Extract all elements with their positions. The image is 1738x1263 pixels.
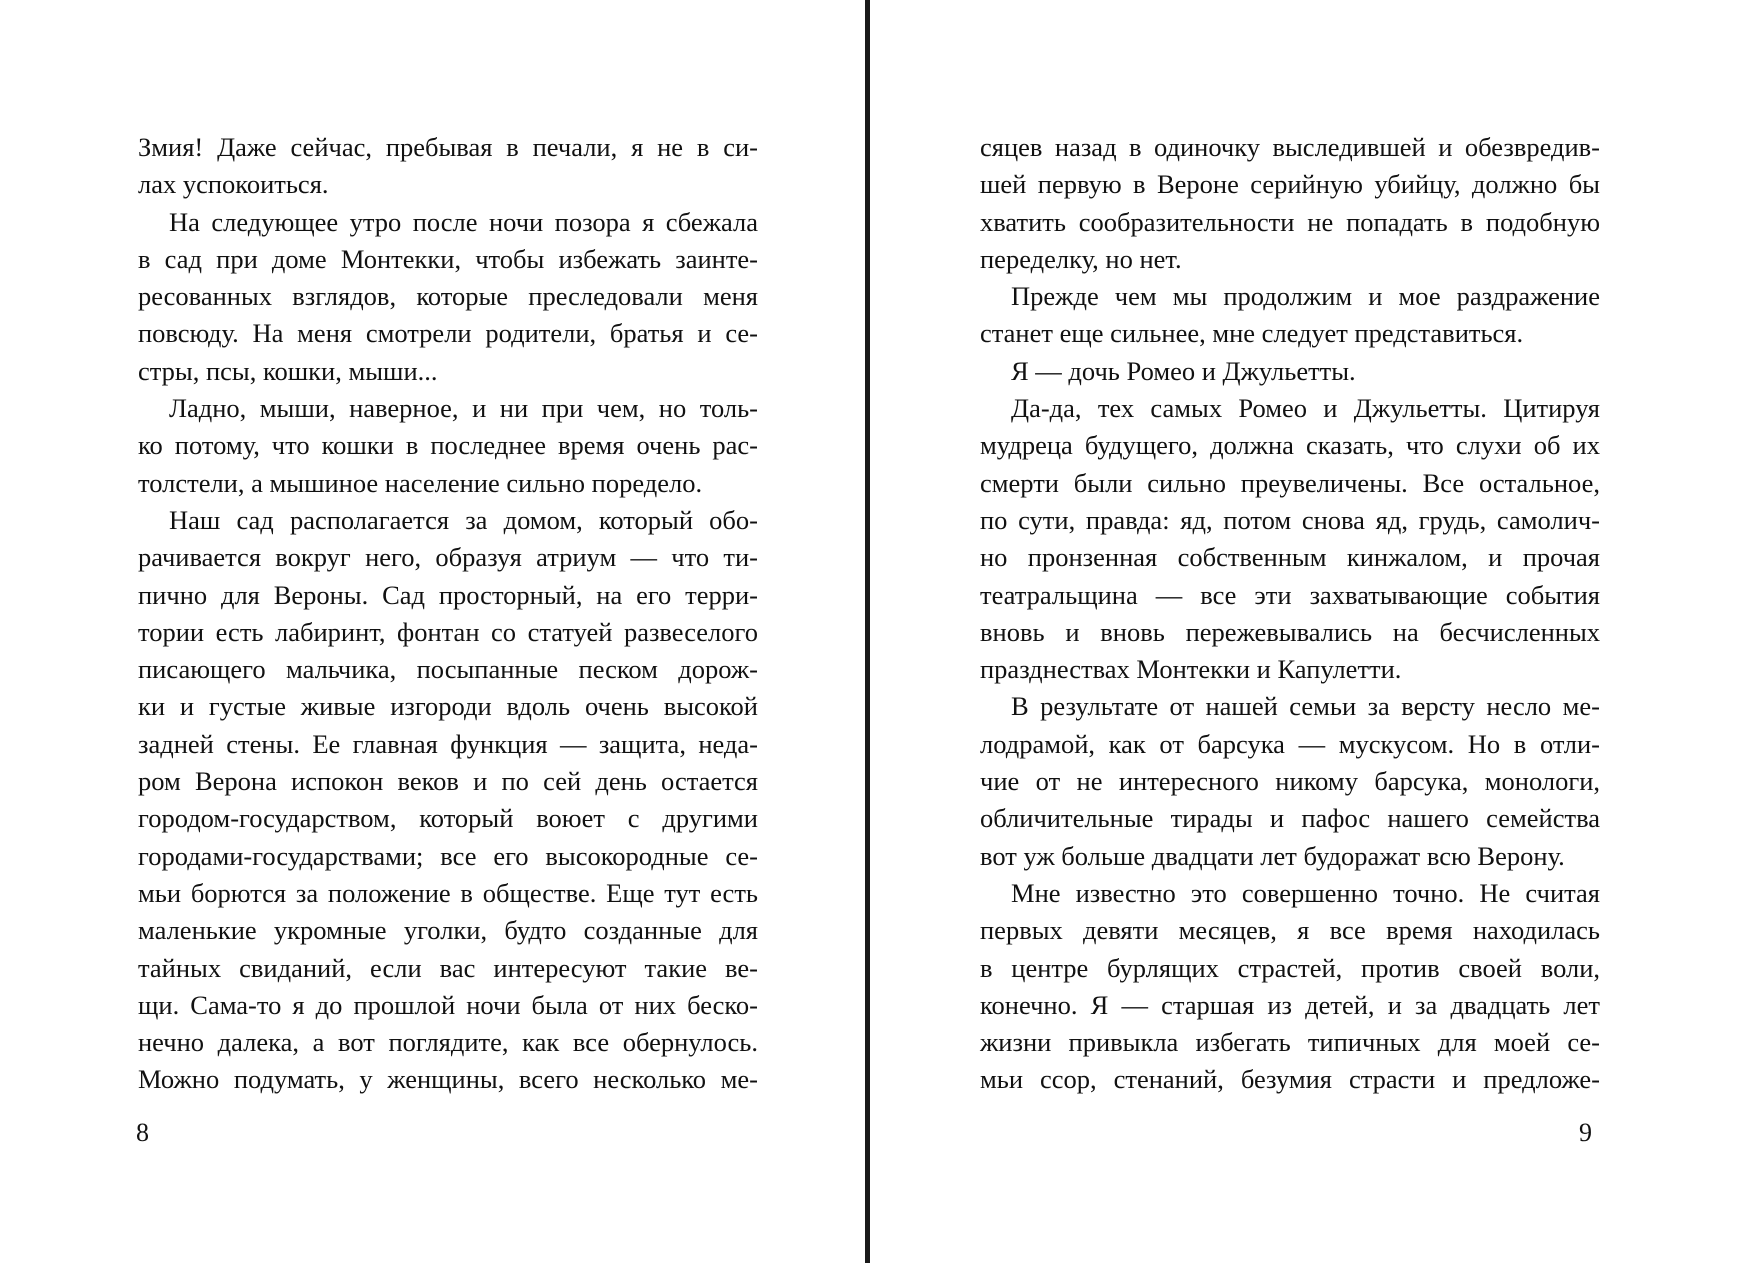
text-line: рачивается вокруг него, образуя атриум — что ти-	[138, 542, 758, 573]
right-page-text	[980, 129, 1600, 1099]
text-line: театральщина — все эти захватывающие события	[980, 579, 1600, 610]
text-line: в сад при доме Монтекки, чтобы избежать заинте-	[138, 243, 758, 274]
right-page-number: 9	[1579, 1118, 1592, 1147]
text-line: смерти были сильно преувеличены. Все остальное,	[980, 467, 1600, 498]
paragraph	[138, 204, 758, 390]
text-line: писающего мальчика, посыпанные песком дорож-	[138, 654, 758, 685]
text-line: Да-да, тех самых Ромео и Джульетты. Цитируя	[1011, 393, 1600, 424]
text-line: сяцев назад в одиночку выследившей и обезвредив-	[980, 132, 1600, 162]
text-line: маленькие укромные уголки, будто созданные для	[138, 915, 758, 946]
paragraph	[138, 129, 758, 204]
text-line: станет еще сильнее, мне следует представиться.	[980, 318, 1524, 349]
paragraph	[980, 278, 1600, 353]
text-line: Змия! Даже сейчас, пребывая в печали, я не в си-	[138, 132, 758, 162]
text-line: чие от не интересного никому барсука, монологи,	[980, 766, 1600, 797]
text-line: ко потому, что кошки в последнее время очень рас-	[138, 430, 758, 461]
text-line: ром Верона испокон веков и по сей день остается	[138, 766, 758, 797]
text-line: мьи ссор, стенаний, безумия страсти и предложе-	[980, 1064, 1600, 1095]
text-line: мудреца будущего, должна сказать, что слухи об их	[980, 430, 1600, 461]
right-page	[873, 0, 1738, 1263]
text-line: ресованных взглядов, которые преследовали меня	[138, 281, 758, 312]
text-line: шей первую в Вероне серийную убийцу, должно бы	[980, 169, 1600, 200]
text-line: Можно подумать, у женщины, всего несколько ме-	[138, 1064, 758, 1095]
text-line: в центре бурлящих страстей, против своей воли,	[980, 952, 1600, 983]
text-line: переделку, но нет.	[980, 243, 1182, 274]
text-line: вновь и вновь пережевывались на бесчисленных	[980, 616, 1600, 647]
text-line: В результате от нашей семьи за версту несло ме-	[1011, 691, 1600, 722]
paragraph	[980, 688, 1600, 874]
paragraph	[138, 390, 758, 502]
paragraph	[980, 390, 1600, 688]
text-line: мьи борются за положение в обществе. Еще тут есть	[138, 877, 758, 908]
text-line: городом-государством, который воюет с другими	[138, 803, 758, 834]
text-line: задней стены. Ее главная функция — защита, неда-	[138, 728, 758, 759]
text-line: вот уж больше двадцати лет будоражат всю Верону.	[980, 840, 1565, 871]
paragraph	[980, 129, 1600, 278]
text-line: городами-государствами; все его высокородные се-	[138, 840, 758, 871]
left-page-text	[138, 129, 758, 1099]
text-line: толстели, а мышиное население сильно поредело.	[138, 467, 703, 498]
text-line: Мне известно это совершенно точно. Не считая	[1011, 877, 1600, 908]
paragraph	[138, 502, 758, 1099]
text-line: лодрамой, как от барсука — мускусом. Но в отли-	[980, 728, 1600, 759]
text-line: ки и густые живые изгороди вдоль очень высокой	[138, 691, 758, 722]
text-line: но пронзенная собственным кинжалом, и прочая	[980, 542, 1600, 573]
text-line: На следующее утро после ночи позора я сбежала	[169, 206, 758, 237]
text-line: повсюду. На меня смотрели родители, братья и се-	[138, 318, 758, 349]
text-line: по сути, правда: яд, потом снова яд, грудь, самолич-	[980, 504, 1600, 535]
left-page	[0, 0, 865, 1263]
text-line: обличительные тирады и пафос нашего семейства	[980, 803, 1600, 834]
text-line: Ладно, мыши, наверное, и ни при чем, но толь-	[169, 393, 758, 424]
book-gutter-line	[865, 0, 870, 1263]
text-line: жизни привыкла избегать типичных для моей се-	[980, 1027, 1600, 1058]
text-line: конечно. Я — старшая из детей, и за двадцать лет	[980, 989, 1600, 1020]
text-line: лах успокоиться.	[138, 169, 329, 200]
text-line: первых девяти месяцев, я все время находилась	[980, 915, 1600, 946]
text-line: хватить сообразительности не попадать в подобную	[980, 206, 1600, 237]
text-line: щи. Сама-то я до прошлой ночи была от них беско-	[138, 989, 758, 1020]
text-line: нечно далека, а вот поглядите, как все обернулось.	[138, 1027, 758, 1058]
text-line: Наш сад располагается за домом, который обо-	[169, 504, 758, 535]
text-line: Я — дочь Ромео и Джульетты.	[1011, 355, 1356, 386]
paragraph	[980, 875, 1600, 1099]
text-line: пично для Вероны. Сад просторный, на его терри-	[138, 579, 758, 610]
text-line: празднествах Монтекки и Капулетти.	[980, 654, 1402, 685]
left-page-number: 8	[136, 1118, 149, 1147]
text-line: стры, псы, кошки, мыши...	[138, 355, 438, 386]
text-line: тайных свиданий, если вас интересуют такие ве-	[138, 952, 758, 983]
text-line: Прежде чем мы продолжим и мое раздражение	[1011, 281, 1600, 312]
text-line: тории есть лабиринт, фонтан со статуей развеселого	[138, 616, 758, 647]
paragraph	[980, 353, 1600, 390]
